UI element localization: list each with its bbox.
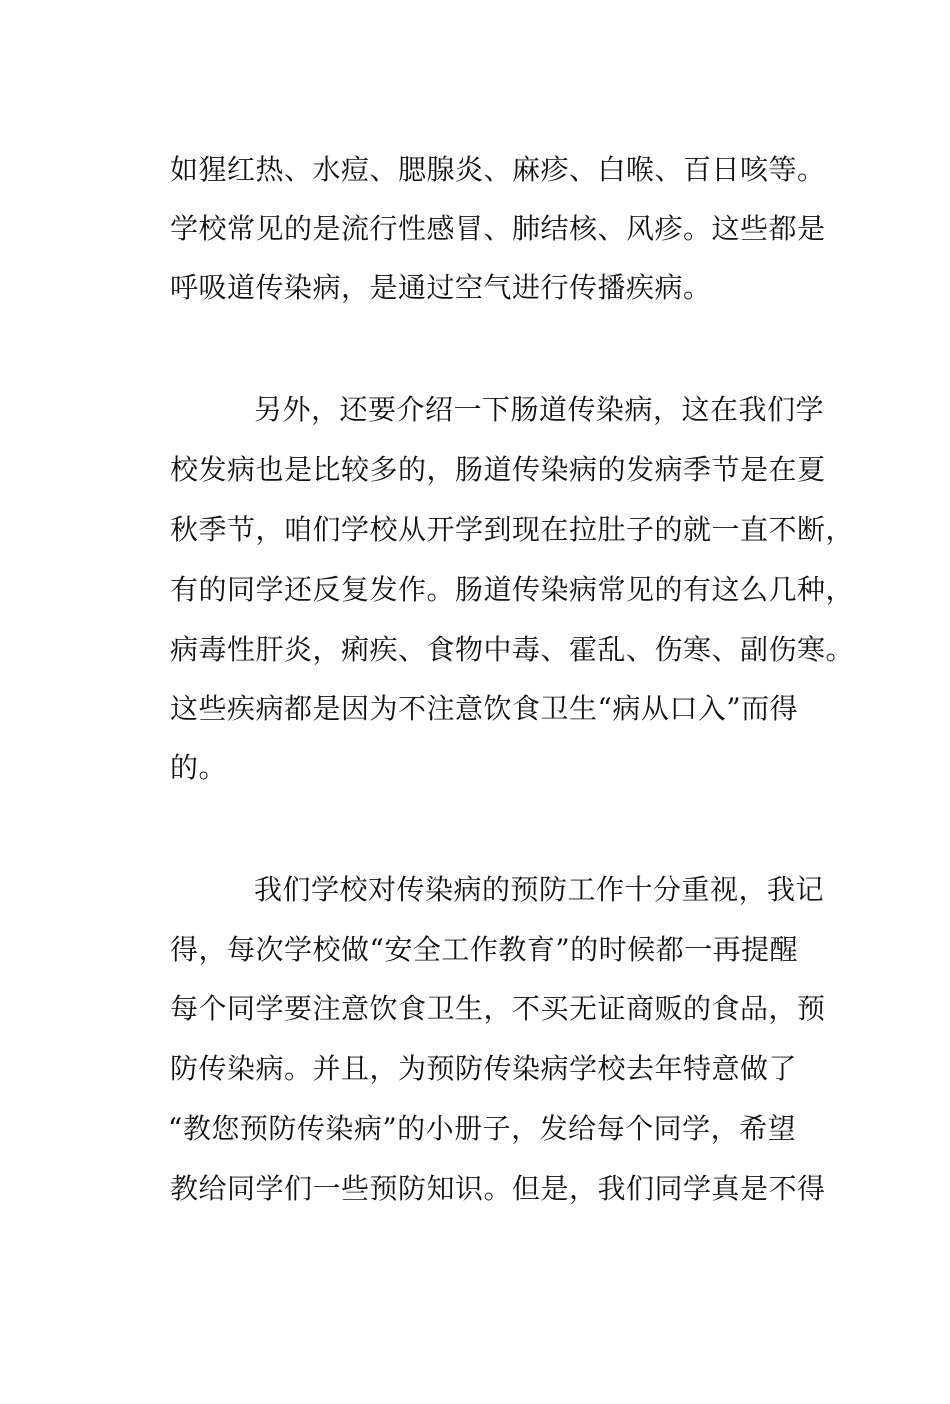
- paragraph-line: 我们学校对传染病的预防工作十分重视，我记: [254, 873, 825, 906]
- paragraph-line: 防传染病。并且，为预防传染病学校去年特意做了: [170, 1052, 798, 1085]
- paragraph-line: 校发病也是比较多的，肠道传染病的发病季节是在夏: [170, 453, 826, 486]
- paragraph-line: “教您预防传染病”的小册子，发给每个同学，希望: [168, 1112, 797, 1145]
- paragraph-line: 得，每次学校做“安全工作教育”的时候都一再提醒: [170, 933, 799, 966]
- paragraph-line: 如猩红热、水痘、腮腺炎、麻疹、白喉、百日咳等。: [170, 153, 826, 186]
- paragraph-line: 另外，还要介绍一下肠道传染病，这在我们学: [254, 393, 825, 426]
- paragraph-line: 学校常见的是流行性感冒、肺结核、风疹。这些都是: [170, 212, 826, 245]
- paragraph-line: 每个同学要注意饮食卫生，不买无证商贩的食品，预: [170, 992, 826, 1025]
- paragraph-line: 有的同学还反复发作。肠道传染病常见的有这么几种，: [170, 573, 855, 606]
- paragraph-line: 教给同学们一些预防知识。但是，我们同学真是不得: [170, 1172, 826, 1205]
- paragraph-line: 的。: [170, 751, 228, 784]
- paragraph-line: 这些疾病都是因为不注意饮食卫生“病从口入”而得: [170, 692, 799, 725]
- paragraph-line: 病毒性肝炎，痢疾、食物中毒、霍乱、伤寒、副伤寒。: [170, 633, 855, 666]
- paragraph-line: 秋季节，咱们学校从开学到现在拉肚子的就一直不断，: [170, 513, 855, 546]
- paragraph-line: 呼吸道传染病，是通过空气进行传播疾病。: [170, 271, 712, 304]
